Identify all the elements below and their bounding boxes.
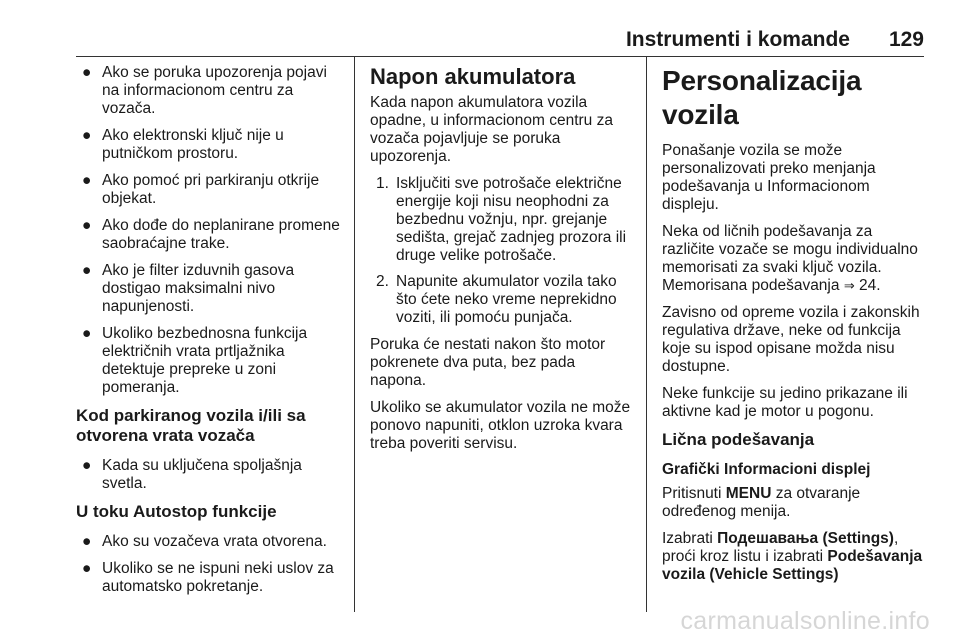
section-heading-parked: Kod parkiranog vozila i/ili sa otvorena vrata vozača: [76, 406, 306, 445]
warning-conditions-list: [76, 64, 344, 397]
column-2: [370, 64, 635, 462]
watermark: carmanualsonline.info: [680, 607, 930, 635]
section-heading-battery: Napon akumulatora: [370, 64, 576, 89]
list-item: ● Ako je filter izduvnih gasova dostigao maksimalni nivo napunjenosti.: [82, 262, 295, 315]
bullet-icon: ●: [82, 325, 92, 342]
vehicle-settings-label: Podešavanja vozila (Vehicle Settings): [662, 548, 923, 583]
autostop-conditions-list: [76, 533, 344, 596]
list-item: 2. Napunite akumulator vozila tako što ćete neko vreme neprekidno voziti, ili pomoću punjača.: [376, 273, 617, 326]
list-item: ● Ukoliko bezbednosna funkcija električnih vrata prtljažnika detektuje prepreke u zoni pomeranja.: [82, 325, 308, 396]
column-divider-1: [354, 57, 355, 612]
header-rule: [76, 56, 924, 57]
menu-key-label: MENU: [725, 485, 772, 502]
arrow-ref-icon: ⇒: [843, 278, 855, 293]
list-item: ● Ukoliko se ne ispuni neki uslov za automatsko pokretanje.: [82, 560, 334, 595]
battery-intro: Kada napon akumulatora vozila opadne, u informacionom centru za vozača pojavljuje se poruka upozorenja.: [370, 94, 613, 165]
list-item: ● Ako pomoć pri parkiranju otkrije objekat.: [82, 172, 320, 207]
column-3: [662, 64, 927, 593]
battery-paragraph-1: Poruka će nestati nakon što motor pokrenete dva puta, bez pada napona.: [370, 336, 606, 389]
list-item: ● Ako elektronski ključ nije u putničkom prostoru.: [82, 127, 284, 162]
bullet-icon: ●: [82, 64, 92, 81]
bullet-icon: ●: [82, 127, 92, 144]
settings-instruction: Izabrati Подешавања (Settings), proći kroz listu i izabrati Podešavanja vozila (Vehicle Settings): [662, 530, 923, 583]
personalization-paragraph-3: Zavisno od opreme vozila i zakonskih regulativa države, neke od funkcija koje su ispod opisane možda nisu dostupne.: [662, 304, 920, 375]
bullet-icon: ●: [82, 262, 92, 279]
list-item: ● Ako se poruka upozorenja pojavi na informacionom centru za vozača.: [82, 64, 327, 117]
bullet-icon: ●: [82, 217, 92, 234]
personalization-paragraph-1: Ponašanje vozila se može personalizovati preko menjanja podešavanja u Informacionom displeju.: [662, 142, 876, 213]
personalization-paragraph-4: Neke funkcije su jedino prikazane ili aktivne kad je motor u pogonu.: [662, 385, 908, 420]
bullet-icon: ●: [82, 172, 92, 189]
bullet-icon: ●: [82, 560, 92, 577]
menu-instruction: Pritisnuti MENU za otvaranje određenog menija.: [662, 485, 861, 520]
battery-steps-list: [370, 175, 635, 327]
list-item: 1. Isključiti sve potrošače električne energije koji nisu neophodni za bezbednu vožnju, npr. grejanje sedišta, grejač zadnjeg prozora ili druge velike potrošače.: [376, 175, 627, 264]
parked-conditions-list: [76, 457, 344, 493]
page-header-title: Instrumenti i komande: [625, 28, 850, 51]
section-heading-autostop: U toku Autostop funkcije: [76, 502, 277, 521]
bullet-icon: ●: [82, 533, 92, 550]
column-divider-2: [646, 57, 647, 612]
battery-paragraph-2: Ukoliko se akumulator vozila ne može ponovo napuniti, otklon uzroka kvara treba poveriti servisu.: [370, 399, 631, 452]
personalization-paragraph-2: Neka od ličnih podešavanja za različite vozače se mogu individualno memorisati za svaki ključ vozila. Memorisana podešavanja ⇒ 24.: [662, 223, 918, 294]
subsection-heading-display: Grafički Informacioni displej: [662, 461, 871, 478]
list-item: ● Ako dođe do neplanirane promene saobraćajne trake.: [82, 217, 340, 252]
section-heading-personalization: Personalizacija vozila: [662, 65, 862, 130]
settings-menu-label: Подешавања (Settings): [717, 530, 894, 547]
page-number: 129: [888, 28, 924, 51]
column-1: [76, 64, 344, 605]
section-heading-personal-settings: Lična podešavanja: [662, 430, 815, 449]
list-item: ● Ako su vozačeva vrata otvorena.: [82, 533, 327, 550]
page-reference-link[interactable]: 24.: [859, 277, 881, 294]
list-item: ● Kada su uključena spoljašnja svetla.: [82, 457, 302, 492]
bullet-icon: ●: [82, 457, 92, 474]
